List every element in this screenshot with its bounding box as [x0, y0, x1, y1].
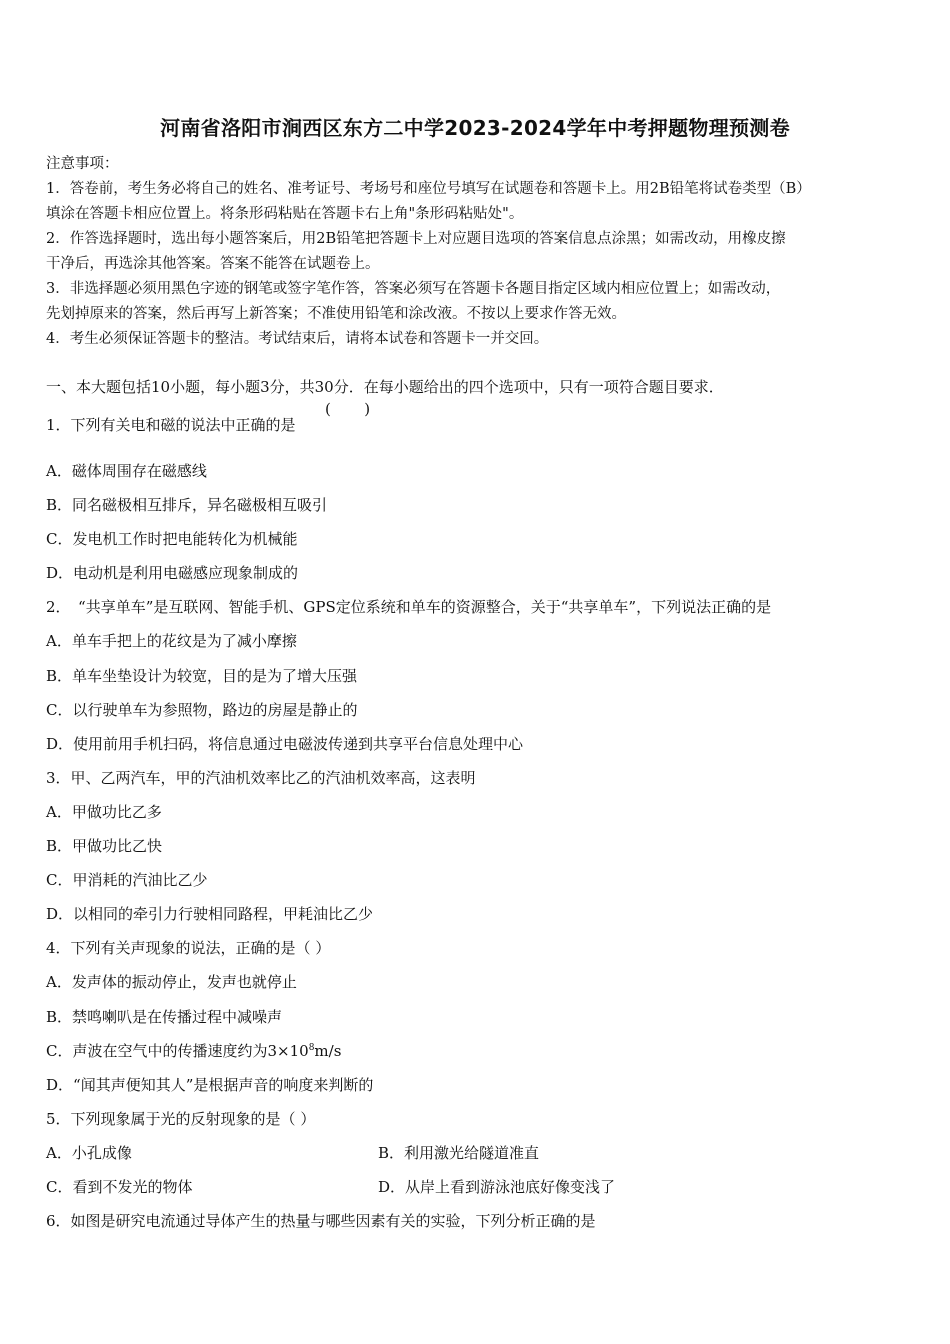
q5-option-c: C．看到不发光的物体	[46, 1178, 193, 1196]
q1-option-d: D．电动机是利用电磁感应现象制成的	[46, 564, 299, 582]
question-5-stem: 5．下列现象属于光的反射现象的是（ ）	[46, 1110, 316, 1128]
q4-option-c	[46, 1040, 341, 1061]
q5-option-d: D．从岸上看到游泳池底好像变浅了	[378, 1178, 616, 1196]
q3-option-d: D．以相同的牵引力行驶相同路程，甲耗油比乙少	[46, 905, 374, 923]
question-4-stem: 4．下列有关声现象的说法，正确的是（ ）	[46, 939, 331, 957]
unit-text: m/s	[314, 1042, 342, 1060]
notice-line: 3．非选择题必须用黑色字迹的钢笔或签字笔作答，答案必须写在答题卡各题目指定区域内相应位置上；如需改动，	[46, 281, 781, 297]
page-title: 河南省洛阳市涧西区东方二中学2023-2024学年中考押题物理预测卷	[160, 116, 790, 140]
q4-option-a: A．发声体的振动停止，发声也就停止	[46, 973, 297, 991]
notice-line: 填涂在答题卡相应位置上。将条形码粘贴在答题卡右上角"条形码粘贴处"。	[46, 206, 524, 222]
question-3-stem: 3．甲、乙两汽车，甲的汽油机效率比乙的汽油机效率高，这表明	[46, 769, 476, 787]
exponent: 8	[308, 1043, 315, 1053]
q1-option-b: B．同名磁极相互排斥，异名磁极相互吸引	[46, 496, 328, 514]
q1-option-c: C．发电机工作时把电能转化为机械能	[46, 530, 298, 548]
q2-option-b: B．单车坐垫设计为较宽，目的是为了增大压强	[46, 667, 358, 685]
notice-heading: 注意事项：	[46, 156, 119, 172]
question-6-stem: 6．如图是研究电流通过导体产生的热量与哪些因素有关的实验，下列分析正确的是	[46, 1212, 596, 1230]
answer-parentheses: ( )	[325, 400, 371, 418]
question-2-stem: 2． “共享单车”是互联网、智能手机、GPS定位系统和单车的资源整合，关于“共享单车”，下列说法正确的是	[46, 598, 772, 616]
notice-line: 4．考生必须保证答题卡的整洁。考试结束后，请将本试卷和答题卡一并交回。	[46, 331, 549, 347]
q2-option-d: D．使用前用手机扫码，将信息通过电磁波传递到共享平台信息处理中心	[46, 735, 524, 753]
q1-option-a: A．磁体周围存在磁感线	[46, 462, 207, 480]
question-1-stem: 1．下列有关电和磁的说法中正确的是	[46, 416, 296, 434]
section-heading: 一、本大题包括10小题，每小题3分，共30分．在每小题给出的四个选项中，只有一项符合题目要求．	[46, 378, 724, 396]
q5-option-a: A．小孔成像	[46, 1144, 132, 1162]
notice-line: 2．作答选择题时，选出每小题答案后，用2B铅笔把答题卡上对应题目选项的答案信息点涂黑；如需改动，用橡皮擦	[46, 231, 786, 247]
q4-option-c-text: C．声波在空气中的传播速度约为3×10	[46, 1042, 309, 1060]
q5-option-b: B．利用激光给隧道准直	[378, 1144, 540, 1162]
notice-line: 先划掉原来的答案，然后再写上新答案；不准使用铅笔和涂改液。不按以上要求作答无效。	[46, 306, 626, 322]
q4-option-b: B．禁鸣喇叭是在传播过程中减噪声	[46, 1008, 283, 1026]
notice-line: 1．答卷前，考生务必将自己的姓名、准考证号、考场号和座位号填写在试题卷和答题卡上。用2B铅笔将试卷类型（B）	[46, 181, 811, 197]
notice-line: 干净后，再选涂其他答案。答案不能答在试题卷上。	[46, 256, 380, 272]
q3-option-a: A．甲做功比乙多	[46, 803, 162, 821]
q3-option-c: C．甲消耗的汽油比乙少	[46, 871, 208, 889]
q4-option-d: D．“闻其声便知其人”是根据声音的响度来判断的	[46, 1076, 374, 1094]
q3-option-b: B．甲做功比乙快	[46, 837, 163, 855]
q2-option-a: A．单车手把上的花纹是为了减小摩擦	[46, 632, 297, 650]
q2-option-c: C．以行驶单车为参照物，路边的房屋是静止的	[46, 701, 358, 719]
